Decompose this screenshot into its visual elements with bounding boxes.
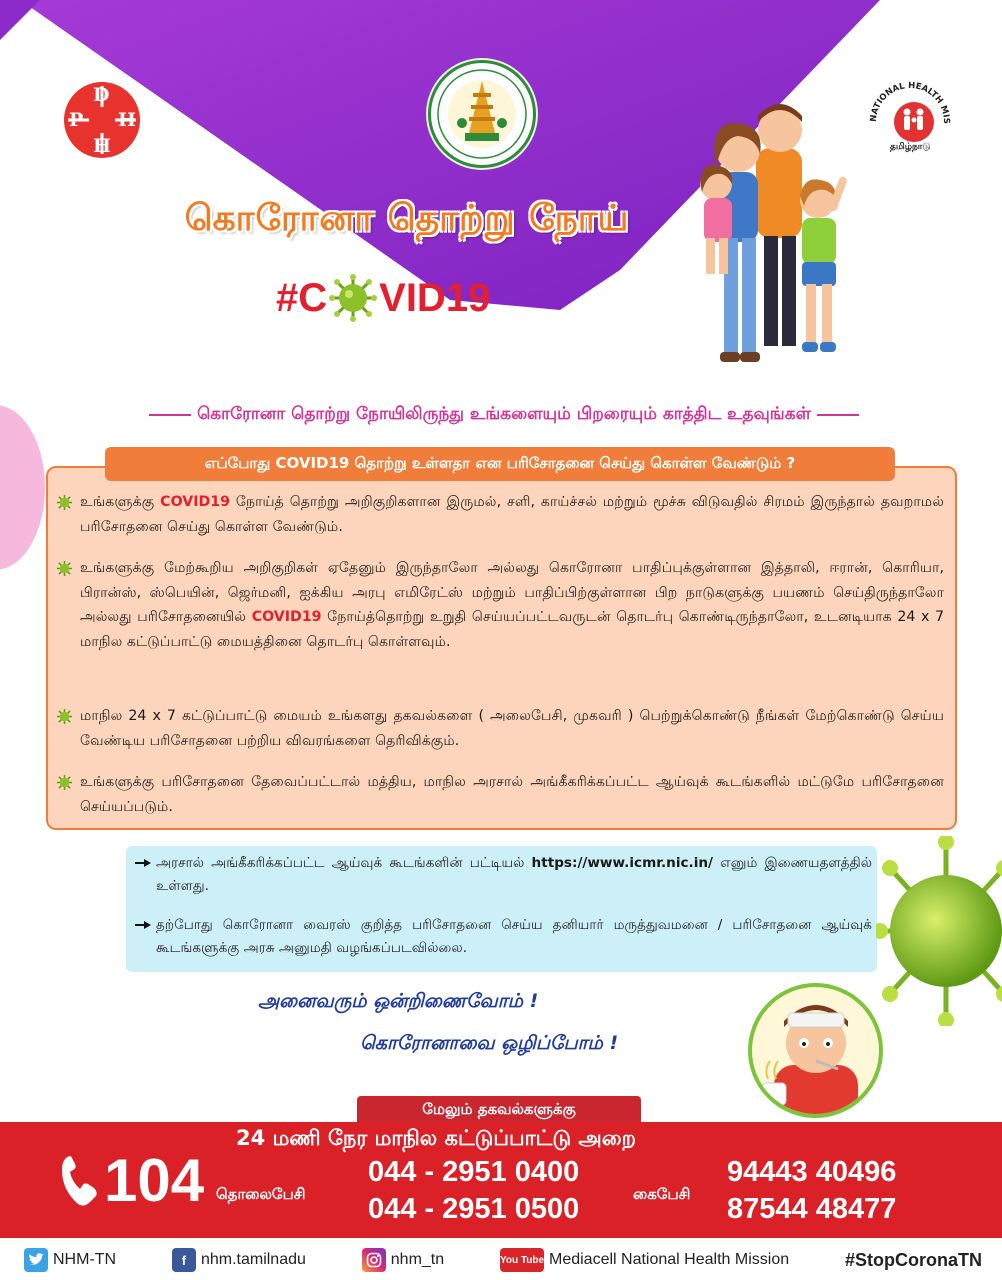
dph-letter-p: P <box>69 109 84 131</box>
page-title: கொரோனா தொற்று நோய் <box>184 198 630 239</box>
temple-gopuram-icon <box>431 63 533 165</box>
instagram-handle-text: nhm_tn <box>390 1251 445 1268</box>
info-item-1-post: எனும் இணையதளத்தில் உள்ளது. <box>156 855 872 894</box>
control-room-heading: 24 மணி நேர மாநில கட்டுப்பாட்டு அறை <box>236 1126 636 1150</box>
testing-bullet-2-highlight: COVID19 <box>251 609 322 625</box>
subtitle-dash-right <box>817 414 859 416</box>
subtitle-dash-left <box>149 414 191 416</box>
testing-box-header: எப்போது COVID19 தொற்று உள்ளதா என பரிசோதனை செய்து கொள்ள வேண்டும் ? <box>105 447 895 481</box>
testing-bullet-4-text: உங்களுக்கு பரிசோதனை தேவைப்பட்டால் மத்திய, மாநில அரசால் அங்கீகரிக்கப்பட்ட ஆய்வுக் கூடங்களில் மட்டுமே பரிசோதனை செய்யப்படும். <box>80 774 944 815</box>
youtube-icon: You Tube <box>500 1248 544 1272</box>
testing-bullet-2 <box>56 556 944 654</box>
subtitle-banner <box>44 400 964 430</box>
dph-letter-h: H <box>118 109 136 131</box>
virus-bullet-icon <box>56 774 73 791</box>
dph-letter-d: D <box>93 84 110 106</box>
virus-bullet-icon <box>56 560 73 577</box>
pointing-hand-icon <box>134 918 152 932</box>
phone-handset-icon <box>60 1152 102 1208</box>
covid19-hashtag-title <box>276 268 490 328</box>
decorative-pink-circle <box>0 405 45 570</box>
virus-bullet-icon <box>56 708 73 725</box>
facebook-icon: f <box>172 1248 196 1272</box>
twitter-handle-text: NHM-TN <box>53 1251 117 1268</box>
dph-letter-h2: H <box>93 135 111 157</box>
stop-corona-hashtag: #StopCoronaTN <box>844 1249 982 1270</box>
nhm-logo-subtext: தமிழ்நாடு <box>890 142 931 152</box>
testing-bullet-1-highlight: COVID19 <box>160 494 231 510</box>
instagram-icon <box>362 1248 386 1272</box>
landline-label: தொலைபேசி <box>216 1185 306 1203</box>
testing-bullet-4 <box>56 770 944 819</box>
nhm-logo-text: NATIONAL HEALTH MIS <box>868 80 952 124</box>
testing-bullet-1-post: நோய்த் தொற்று அறிகுறிகளான இருமல், சளி, காய்ச்சல் மற்றும் மூச்சு விடுவதில் சிரமம் இருந்தால் தவறாமல் பரிசோதனை செய்து கொள்ள வேண்டும். <box>80 494 944 535</box>
testing-bullet-2-post: நோய்த்தொற்று உறுதி செய்யப்பட்டவருடன் தொடர்பு கொண்டிருந்தாலோ, உடனடியாக 24 x 7 மாநில கட்டுப்பாட்டு மையத்தினை தொடர்பு கொள்ளவும். <box>80 609 944 650</box>
youtube-channel[interactable] <box>500 1248 789 1272</box>
info-item-2 <box>134 914 872 960</box>
nhm-logo <box>862 70 958 160</box>
testing-bullet-3-text: மாநில 24 x 7 கட்டுப்பாட்டு மையம் உங்களது தகவல்களை ( அலைபேசி, முகவரி ) பெற்றுக்கொண்டு நீங்கள் மேற்கொண்டு செய்ய வேண்டிய பரிசோதனை பற்றிய விவரங்களை தெரிவிக்கும். <box>80 708 944 749</box>
facebook-handle-text: nhm.tamilnadu <box>200 1251 306 1268</box>
covid-title-prefix: #C <box>276 275 328 320</box>
info-item-1-pre: அரசால் அங்கீகரிக்கப்பட்ட ஆய்வுக் கூடங்களின் பட்டியல் <box>156 855 532 871</box>
subtitle-text: கொரோனா தொற்று நோயிலிருந்து உங்களையும் பிறரையும் காத்திட உதவுங்கள் <box>197 404 811 424</box>
virus-bullet-icon <box>56 494 73 511</box>
slogan-eliminate-corona: கொரோனாவை ஒழிப்போம் ! <box>360 1032 619 1054</box>
info-item-1 <box>134 852 872 898</box>
twitter-icon <box>24 1248 48 1272</box>
facebook-handle[interactable] <box>172 1248 306 1272</box>
landline-number-1[interactable]: 044 - 2951 0400 <box>368 1156 580 1188</box>
more-info-tab: மேலும் தகவல்களுக்கு <box>355 1094 643 1124</box>
coronavirus-illustration <box>876 836 1002 1026</box>
social-footer <box>0 1240 1002 1280</box>
dph-logo <box>62 80 142 160</box>
info-item-2-text: தற்போது கொரோனா வைரஸ் குறித்த பரிசோதனை செய்ய தனியார் மருத்துவமனை / பரிசோதனை ஆய்வுக் கூடங்களுக்கு அரசு அனுமதி வழங்கப்படவில்லை. <box>156 917 872 956</box>
virus-icon <box>329 274 377 322</box>
testing-bullet-3 <box>56 704 944 753</box>
tamil-nadu-emblem <box>428 60 536 168</box>
testing-bullet-1 <box>56 490 944 539</box>
mobile-number-1[interactable]: 94443 40496 <box>727 1156 897 1188</box>
testing-bullet-1-pre: உங்களுக்கு <box>80 494 161 510</box>
helpline-number[interactable]: 104 <box>104 1147 205 1214</box>
pointing-hand-icon <box>134 856 152 870</box>
twitter-handle[interactable] <box>24 1248 116 1272</box>
testing-bullet-2-pre: உங்களுக்கு மேற்கூறிய அறிகுறிகள் ஏதேனும் இருந்தாலோ அல்லது கொரோனா பாதிப்புக்குள்ளான இத்தாலி, ஈரான், கொரியா, பிரான்ஸ், ஸ்பெயின், ஜெர்மனி, ஐக்கிய அரபு எமிரேட்ஸ் மற்றும் பாதிப்பிற்குள்ளான பிற நாடுகளுக்கு பயணம் செய்திருந்தாலோ அல்லது பரிசோதனையில் <box>80 560 944 625</box>
instagram-handle[interactable] <box>362 1248 444 1272</box>
sick-boy-illustration <box>748 983 883 1118</box>
nhm-family-icon <box>862 70 958 142</box>
slogan-unite: அனைவரும் ஒன்றிணைவோம் ! <box>258 990 539 1012</box>
sick-boy-icon <box>752 987 879 1114</box>
youtube-channel-text: Mediacell National Health Mission <box>549 1251 790 1268</box>
mobile-number-2[interactable]: 87544 48477 <box>727 1193 897 1225</box>
mobile-label: கைபேசி <box>633 1185 691 1203</box>
covid-title-suffix: VID19 <box>379 275 491 320</box>
landline-number-2[interactable]: 044 - 2951 0500 <box>368 1193 580 1225</box>
icmr-url-link[interactable]: https://www.icmr.nic.in/ <box>531 855 714 871</box>
